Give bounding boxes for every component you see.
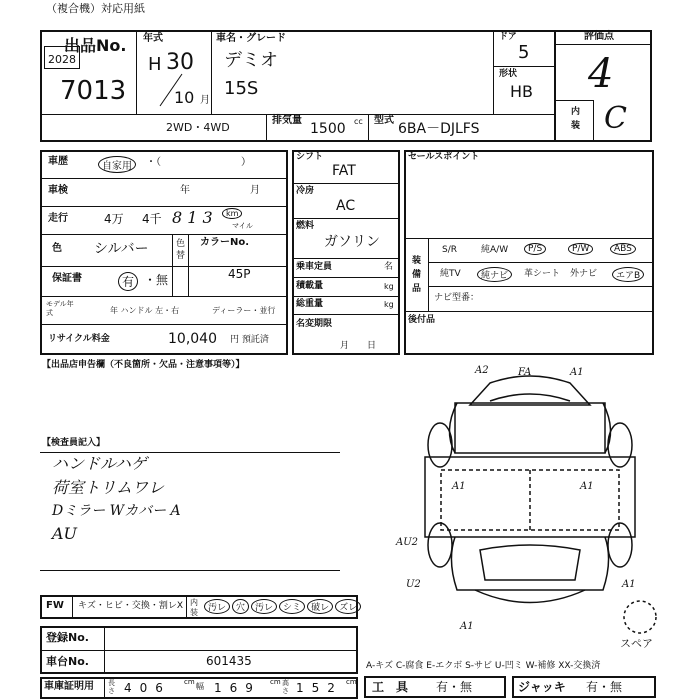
history-value: 自家用: [98, 156, 136, 173]
length-digits: 4 0 6: [124, 681, 163, 695]
recycle-label: リサイクル料金: [48, 334, 110, 344]
year-label: 年式: [143, 33, 163, 44]
equip-leather: 革シート: [524, 269, 561, 279]
aftermarket-label: 後付品: [408, 315, 436, 325]
mark-a2-front: A2: [475, 365, 489, 376]
inspection-year-unit: 年: [180, 185, 190, 196]
lot-tag: 2028: [44, 46, 80, 69]
inspector-label: 【検査員記入】: [42, 438, 106, 448]
equip-tv: 純TV: [440, 269, 461, 279]
inspector-note-2: 荷室トリムワレ: [52, 478, 165, 497]
model-label: 車名・グレード: [216, 33, 286, 44]
fuel-label: 燃料: [296, 221, 315, 231]
mark-au2: AU2: [396, 537, 419, 548]
tools-label: 工 具: [372, 680, 409, 694]
mark-a1-rear-right: A1: [622, 579, 636, 590]
rename-label: 名変期限: [296, 319, 333, 329]
shift-value: FAT: [332, 163, 356, 179]
equip-pw: P/W: [568, 243, 593, 255]
type-code: 6BA－DJLFS: [398, 121, 480, 137]
nav-type: ナビ型番：: [434, 293, 480, 303]
recycle-fee: 10,040: [168, 331, 217, 347]
mark-a1-right: A1: [580, 481, 594, 492]
load-label: 積載量: [296, 281, 324, 291]
inspector-note-4: AU: [52, 524, 78, 543]
height-digits: 1 5 2: [296, 681, 335, 695]
mark-a1-front-right: A1: [570, 367, 584, 378]
inspection-label: 車検: [48, 185, 68, 196]
width-digits: 1 6 9: [214, 681, 253, 695]
inspection-month-unit: 月: [250, 185, 260, 196]
jack-label: ジャッキ: [518, 680, 566, 694]
length-unit: cm: [184, 678, 195, 686]
warranty-yes: 有: [118, 272, 138, 291]
fuel-value: ガソリン: [324, 234, 380, 250]
model-name: デミオ: [224, 50, 278, 71]
weight-label: 総重量: [296, 299, 324, 309]
exhibitor-note-label: 【出品店申告欄（不良箇所・欠品・注意事項等）】: [42, 360, 245, 370]
ac-label: 冷房: [296, 186, 315, 196]
ac-value: AC: [336, 198, 356, 214]
displacement-value: 1500: [310, 121, 346, 137]
equip-label: 装備品: [412, 256, 422, 294]
score-value: 4: [588, 51, 614, 97]
history-rest: ・（ ）: [146, 157, 251, 168]
doors-label: ドア: [499, 32, 517, 42]
handle-side: 年 ハンドル 左・右: [110, 306, 180, 315]
dealer: ディーラー・並行: [212, 306, 276, 315]
equip-navi: 純ナビ: [477, 267, 512, 282]
color-no-value: 45P: [228, 267, 251, 281]
mileage-sen: 4千: [142, 212, 162, 226]
year-value: 30: [166, 50, 194, 75]
recycle-unit: 円 預託済: [230, 335, 269, 345]
reg-label: 登録No.: [46, 631, 89, 644]
width-unit: cm: [270, 678, 281, 686]
drive-type: 2WD・4WD: [166, 121, 230, 134]
history-label: 車歴: [48, 156, 68, 167]
score-label: 評価点: [584, 31, 614, 42]
shape-value: HB: [510, 82, 534, 101]
month-value: 10: [174, 88, 195, 107]
spare-label: スペア: [620, 637, 653, 650]
equip-abs: ABS: [610, 243, 636, 255]
mileage-unit-km: km: [222, 208, 242, 219]
color-change: 色替: [176, 239, 186, 261]
damage-legend: A-キズ C-腐食 E-エクボ S-サビ U-凹ミ W-補修 XX-交換済: [366, 661, 601, 671]
fw-inner-items: 汚レ 穴 汚レ シミ 破レ ズレ: [204, 599, 361, 614]
color-value: シルバー: [94, 241, 149, 257]
load-unit: kg: [384, 282, 394, 291]
mileage-label: 走行: [48, 213, 68, 224]
height-unit: cm: [346, 678, 357, 686]
fw-inner-label: 内装: [190, 598, 198, 617]
type-label: 型式: [374, 115, 394, 126]
shape-label: 形状: [499, 69, 518, 79]
jack-value: 有・無: [586, 680, 623, 694]
warranty-label: 保証書: [52, 273, 82, 284]
header-block: [40, 30, 652, 142]
lot-label: 出品No.: [64, 36, 127, 55]
sales-point-label: セールスポイント: [408, 152, 480, 162]
color-label: 色: [52, 243, 62, 254]
chassis-label: 車台No.: [46, 655, 89, 668]
capacity-label: 乗車定員: [296, 262, 333, 272]
inspector-note-3: Dミラー Wカバー A: [52, 503, 181, 519]
tools-value: 有・無: [436, 680, 473, 694]
warranty-no: ・無: [144, 273, 169, 287]
interior-label: 内装: [571, 107, 581, 131]
rename-unit: 月 日: [340, 341, 377, 351]
equip-ext-navi: 外ナビ: [570, 269, 598, 279]
doors-value: 5: [518, 42, 530, 63]
mileage-man: 4万: [104, 212, 124, 226]
lot-number: 7013: [60, 76, 127, 106]
color-no-label: カラーNo.: [200, 237, 250, 248]
fw-items: キズ・ヒビ・交換・割レX: [78, 601, 183, 611]
equip-alloy: 純A/W: [481, 245, 509, 255]
weight-unit: kg: [384, 300, 394, 309]
equip-sr: S/R: [442, 245, 457, 255]
inspector-note-1: ハンドルハゲ: [52, 454, 147, 473]
mark-a1-rear-left: A1: [460, 621, 474, 632]
mark-a1-left: A1: [452, 481, 466, 492]
width-label: 幅: [196, 682, 204, 691]
car-diagram: [395, 365, 665, 640]
displacement-label: 排気量: [272, 115, 302, 126]
cc-unit: cc: [354, 117, 363, 126]
fw-label: FW: [46, 600, 64, 611]
length-label: 長さ: [108, 679, 115, 695]
chassis-number: 601435: [206, 654, 252, 668]
grade: 15S: [224, 78, 259, 99]
size-label: 車庫証明用: [44, 681, 94, 692]
top-note: （複合機）対応用紙: [46, 2, 145, 15]
month-unit: 月: [200, 95, 210, 106]
mark-fa: FA: [518, 367, 532, 378]
shift-label: シフト: [296, 152, 324, 162]
mileage-hand: 8 1 3: [172, 208, 213, 227]
mark-u2: U2: [406, 579, 421, 590]
capacity-unit: 名: [384, 262, 394, 272]
height-label: 高さ: [282, 679, 289, 695]
model-year-label: モデル年式: [46, 300, 74, 317]
era: H: [148, 54, 162, 75]
interior-value: C: [604, 101, 627, 136]
equip-airbag: エアB: [612, 267, 644, 282]
equip-ps: P/S: [524, 243, 546, 255]
mileage-unit-mile: マイル: [232, 222, 253, 230]
